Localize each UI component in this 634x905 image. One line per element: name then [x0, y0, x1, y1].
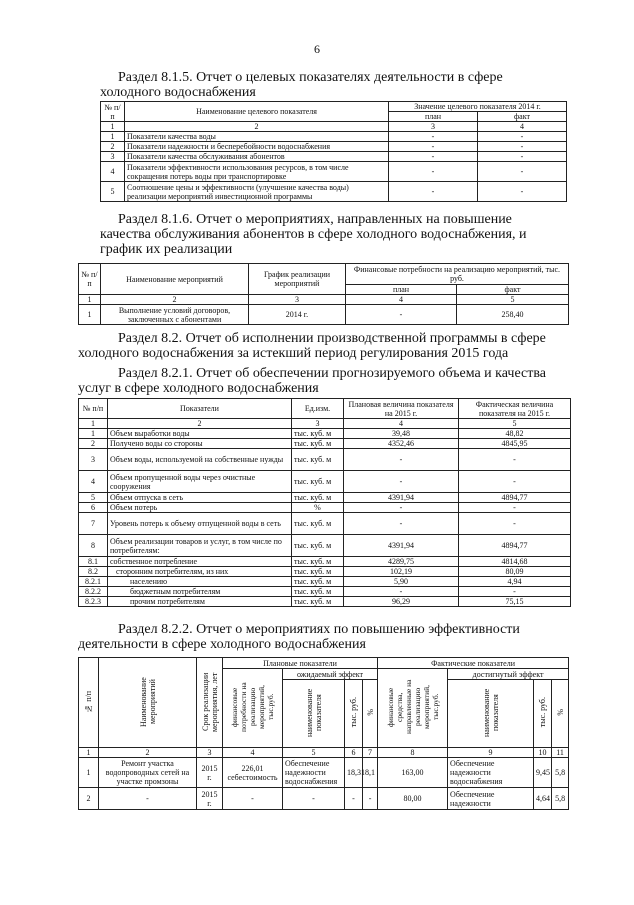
table-row: [101, 182, 567, 202]
index-cell: 2: [99, 748, 197, 758]
header-unit: Ед.изм.: [292, 399, 344, 419]
row-ach-name: Обеспечение надежности: [448, 788, 534, 810]
row-name: Объем воды, используемой на собственные нужды: [108, 449, 292, 471]
header-ach-pct: [552, 680, 569, 748]
row-name: Показатели эффективности использования ресурсов, в том числе сокращения потерь воды при транспортировке: [125, 162, 389, 182]
row-plan: 4391,94: [344, 535, 459, 557]
row-num: 8.2.3: [79, 597, 108, 607]
section-821-heading-line2: услуг в сфере холодного водоснабжения: [78, 381, 319, 396]
row-name: Уровень потерь к объему отпущенной воды в сеть: [108, 513, 292, 535]
header-fact: факт: [457, 285, 569, 295]
table-row: [79, 587, 571, 597]
index-cell: 3: [197, 748, 223, 758]
section-816-heading: [100, 212, 570, 257]
table-row: [79, 513, 571, 535]
section-82-heading-line1: Раздел 8.2. Отчет об исполнении производственной программы в сфере: [118, 331, 546, 346]
header-exp-pct: [363, 680, 378, 748]
table-821: [78, 398, 571, 607]
row-fact: 258,40: [457, 305, 569, 325]
row-num: 8.2.2: [79, 587, 108, 597]
header-planned: Плановые показатели: [223, 658, 378, 669]
header-fact: Фактическая величина показателя на 2015 г.: [459, 399, 571, 419]
index-cell: 2: [108, 419, 292, 429]
row-num: 7: [79, 513, 108, 535]
row-fact: -: [459, 471, 571, 493]
row-name: сторонним потребителям, из них: [108, 567, 292, 577]
row-plan: -: [344, 471, 459, 493]
row-name: Показатели качества обслуживания абонентов: [125, 152, 389, 162]
row-unit: тыс. куб. м: [292, 439, 344, 449]
header-term-text: Срок реализации мероприятия, лет: [200, 671, 219, 732]
row-name: Объем пропущенной воды через очистные сооружения: [108, 471, 292, 493]
row-unit: тыс. куб. м: [292, 577, 344, 587]
header-name: Показатели: [108, 399, 292, 419]
row-fact: -: [459, 587, 571, 597]
header-fin-spent-text: финансовые средства, направленные на реализацию мероприятий, тыс.руб.: [385, 679, 440, 735]
row-plan: -: [389, 182, 478, 202]
row-plan: -: [389, 162, 478, 182]
header-plan: план: [389, 112, 478, 122]
table-row: [101, 162, 567, 182]
row-num: 8.1: [79, 557, 108, 567]
index-cell: 1: [101, 122, 125, 132]
row-plan: 102,19: [344, 567, 459, 577]
row-unit: тыс. куб. м: [292, 493, 344, 503]
row-plan: 39,48: [344, 429, 459, 439]
section-815-heading-line2: холодного водоснабжения: [100, 85, 256, 100]
header-name-text: Наименование мероприятий: [138, 676, 157, 727]
header-plan: Плановая величина показателя на 2015 г.: [344, 399, 459, 419]
row-plan: -: [389, 152, 478, 162]
index-cell: 1: [79, 748, 99, 758]
index-cell: 3: [249, 295, 346, 305]
index-cell: 2: [125, 122, 389, 132]
header-fin: Финансовые потребности на реализацию мероприятий, тыс. руб.: [346, 264, 569, 285]
row-exp-tys: 18,31: [345, 758, 363, 788]
row-plan: 4391,94: [344, 493, 459, 503]
header-name: Наименование целевого показателя: [125, 102, 389, 122]
row-ach-name: Обеспечение надежности водоснабжения: [448, 758, 534, 788]
row-exp-tys: -: [345, 788, 363, 810]
row-unit: тыс. куб. м: [292, 429, 344, 439]
row-num: 1: [79, 429, 108, 439]
index-cell: 9: [448, 748, 534, 758]
index-cell: 3: [292, 419, 344, 429]
row-unit: тыс. куб. м: [292, 557, 344, 567]
row-num: 4: [79, 471, 108, 493]
row-num: 4: [101, 162, 125, 182]
header-fact: факт: [478, 112, 567, 122]
row-name: Выполнение условий договоров, заключенных с абонентами: [101, 305, 249, 325]
section-822-heading-line2: деятельности в сфере холодного водоснабжения: [78, 637, 366, 652]
header-fin-need-text: финансовые потребности на реализацию мероприятий, тыс.руб.: [230, 682, 275, 732]
row-fact: -: [459, 503, 571, 513]
header-expected: ожидаемый эффект: [283, 669, 378, 680]
row-plan: 5,90: [344, 577, 459, 587]
row-name: Ремонт участка водопроводных сетей на участке промзоны: [99, 758, 197, 788]
row-fact: -: [478, 182, 567, 202]
header-num: № п/п: [79, 264, 101, 295]
table-row: [79, 597, 571, 607]
row-fact: 4814,68: [459, 557, 571, 567]
header-actual: Фактические показатели: [378, 658, 569, 669]
row-unit: тыс. куб. м: [292, 513, 344, 535]
row-exp-pct: 8,1: [363, 758, 378, 788]
table-row: [101, 132, 567, 142]
row-name: населению: [108, 577, 292, 587]
row-num: 8.2: [79, 567, 108, 577]
header-num: № п/п: [79, 399, 108, 419]
row-term: 2015 г.: [197, 758, 223, 788]
row-plan: 96,29: [344, 597, 459, 607]
header-num: № п/п: [101, 102, 125, 122]
header-name: Наименование мероприятий: [101, 264, 249, 295]
index-cell: 1: [79, 419, 108, 429]
row-num: 3: [101, 152, 125, 162]
header-term: [197, 658, 223, 748]
header-exp-ind-name: [283, 680, 345, 748]
row-num: 3: [79, 449, 108, 471]
table-row: [79, 535, 571, 557]
index-cell: 11: [552, 748, 569, 758]
row-num: 1: [79, 305, 101, 325]
section-822-heading-line1: Раздел 8.2.2. Отчет о мероприятиях по повышению эффективности: [118, 622, 520, 637]
header-num: [79, 658, 99, 748]
index-cell: 3: [389, 122, 478, 132]
index-cell: 2: [101, 295, 249, 305]
row-plan: -: [344, 503, 459, 513]
row-exp-name: -: [283, 788, 345, 810]
row-plan: 4352,46: [344, 439, 459, 449]
row-fact-fin: 80,00: [378, 788, 448, 810]
section-816-heading-line1: Раздел 8.1.6. Отчет о мероприятиях, направленных на повышение: [118, 212, 512, 227]
section-82-heading-line2: холодного водоснабжения за истекший период регулирования 2015 года: [78, 346, 509, 361]
section-815-heading: [100, 70, 570, 100]
index-cell: 5: [283, 748, 345, 758]
row-fact: 4,94: [459, 577, 571, 587]
row-fact: 4894,77: [459, 493, 571, 503]
table-row: [79, 449, 571, 471]
header-achieved: достигнутый эффект: [448, 669, 569, 680]
section-82-heading: [78, 331, 568, 361]
row-plan: -: [344, 513, 459, 535]
index-cell: 5: [457, 295, 569, 305]
header-exp-tys: [345, 680, 363, 748]
index-cell: 7: [363, 748, 378, 758]
row-exp-name: Обеспечение надежности водоснабжения: [283, 758, 345, 788]
header-ach-ind-name: [448, 680, 534, 748]
row-name: Объем реализации товаров и услуг, в том числе по потребителям:: [108, 535, 292, 557]
row-name: Показатели качества воды: [125, 132, 389, 142]
row-name: Объем потерь: [108, 503, 292, 513]
row-fact: -: [459, 449, 571, 471]
row-name: Показатели надежности и бесперебойности водоснабжения: [125, 142, 389, 152]
table-row: [79, 429, 571, 439]
row-name: прочим потребителям: [108, 597, 292, 607]
row-num: 5: [79, 493, 108, 503]
header-exp-tys-text: тыс. руб.: [349, 697, 358, 728]
header-fin-spent: [378, 669, 448, 748]
table-row: [79, 471, 571, 493]
index-cell: 4: [223, 748, 283, 758]
row-plan: -: [389, 142, 478, 152]
row-unit: %: [292, 503, 344, 513]
row-unit: тыс. куб. м: [292, 597, 344, 607]
index-cell: 5: [459, 419, 571, 429]
index-cell: 10: [534, 748, 552, 758]
header-exp-pct-text: %: [365, 709, 375, 716]
table-row: [101, 152, 567, 162]
row-fact: -: [478, 132, 567, 142]
row-num: 6: [79, 503, 108, 513]
index-cell: 4: [478, 122, 567, 132]
row-name: Объем выработки воды: [108, 429, 292, 439]
row-name: Объем отпуска в сеть: [108, 493, 292, 503]
header-num-text: № п/п: [84, 690, 93, 713]
section-815-heading-line1: Раздел 8.1.5. Отчет о целевых показателях деятельности в сфере: [118, 70, 503, 85]
header-ach-ind-name-text: наименование показателя: [481, 688, 500, 737]
header-ach-tys-text: тыс. руб.: [538, 697, 548, 728]
row-num: 8: [79, 535, 108, 557]
row-fact: 80,09: [459, 567, 571, 577]
row-term: 2015 г.: [197, 788, 223, 810]
row-num: 2: [79, 439, 108, 449]
row-num: 1: [79, 758, 99, 788]
table-row: [79, 577, 571, 587]
row-num: 5: [101, 182, 125, 202]
row-name: -: [99, 788, 197, 810]
row-fact: -: [478, 142, 567, 152]
row-fact: -: [478, 162, 567, 182]
row-fact: -: [478, 152, 567, 162]
index-cell: 1: [79, 295, 101, 305]
table-row: [79, 567, 571, 577]
row-fact: -: [459, 513, 571, 535]
row-plan: 4289,75: [344, 557, 459, 567]
row-fact: 4845,95: [459, 439, 571, 449]
table-row: [79, 788, 569, 810]
header-name: [99, 658, 197, 748]
table-row: [79, 305, 569, 325]
row-ach-pct: 5,8: [552, 758, 569, 788]
section-821-heading: [78, 366, 568, 396]
table-815: [100, 101, 567, 202]
row-name: собственное потребление: [108, 557, 292, 567]
header-plan: план: [346, 285, 457, 295]
row-unit: тыс. куб. м: [292, 567, 344, 577]
row-unit: тыс. куб. м: [292, 587, 344, 597]
row-ach-tys: 4,64: [534, 788, 552, 810]
row-plan: -: [344, 449, 459, 471]
section-816-heading-line3: график их реализации: [100, 242, 233, 257]
header-value: Значение целевого показателя 2014 г.: [389, 102, 567, 112]
row-num: 2: [101, 142, 125, 152]
index-cell: 4: [346, 295, 457, 305]
row-unit: тыс. куб. м: [292, 449, 344, 471]
table-816: [78, 263, 569, 325]
row-num: 1: [101, 132, 125, 142]
table-row: [79, 493, 571, 503]
row-unit: тыс. куб. м: [292, 535, 344, 557]
row-plan: -: [344, 587, 459, 597]
row-num: 8.2.1: [79, 577, 108, 587]
row-fin: -: [223, 788, 283, 810]
row-fact: 48,82: [459, 429, 571, 439]
row-name: Получено воды со стороны: [108, 439, 292, 449]
header-fin-need: [223, 669, 283, 748]
row-name: Соотношение цены и эффективности (улучшение качества воды) реализации мероприятий инвестиционной программы: [125, 182, 389, 202]
row-plan: -: [389, 132, 478, 142]
table-822: [78, 657, 569, 810]
section-821-heading-line1: Раздел 8.2.1. Отчет об обеспечении прогнозируемого объема и качества: [118, 366, 546, 381]
table-row: [101, 142, 567, 152]
table-row: [79, 439, 571, 449]
row-plan: -: [346, 305, 457, 325]
header-schedule: График реализации мероприятий: [249, 264, 346, 295]
row-exp-pct: -: [363, 788, 378, 810]
header-ach-pct-text: %: [555, 709, 565, 716]
table-row: [79, 758, 569, 788]
page-number: 6: [314, 42, 320, 56]
row-unit: тыс. куб. м: [292, 471, 344, 493]
table-row: [79, 503, 571, 513]
row-num: 2: [79, 788, 99, 810]
row-fact: 75,15: [459, 597, 571, 607]
index-cell: 6: [345, 748, 363, 758]
header-exp-ind-name-text: наименование показателя: [304, 688, 323, 737]
row-name: бюджетным потребителям: [108, 587, 292, 597]
header-ach-tys: [534, 680, 552, 748]
row-ach-pct: 5,8: [552, 788, 569, 810]
row-schedule: 2014 г.: [249, 305, 346, 325]
row-fin: 226,01 себестоимость: [223, 758, 283, 788]
index-cell: 4: [344, 419, 459, 429]
row-fact: 4894,77: [459, 535, 571, 557]
table-row: [79, 557, 571, 567]
index-cell: 8: [378, 748, 448, 758]
row-fact-fin: 163,00: [378, 758, 448, 788]
section-822-heading: [78, 622, 568, 652]
section-816-heading-line2: качества обслуживания абонентов в сфере холодного водоснабжения, и: [100, 227, 527, 242]
row-ach-tys: 9,45: [534, 758, 552, 788]
